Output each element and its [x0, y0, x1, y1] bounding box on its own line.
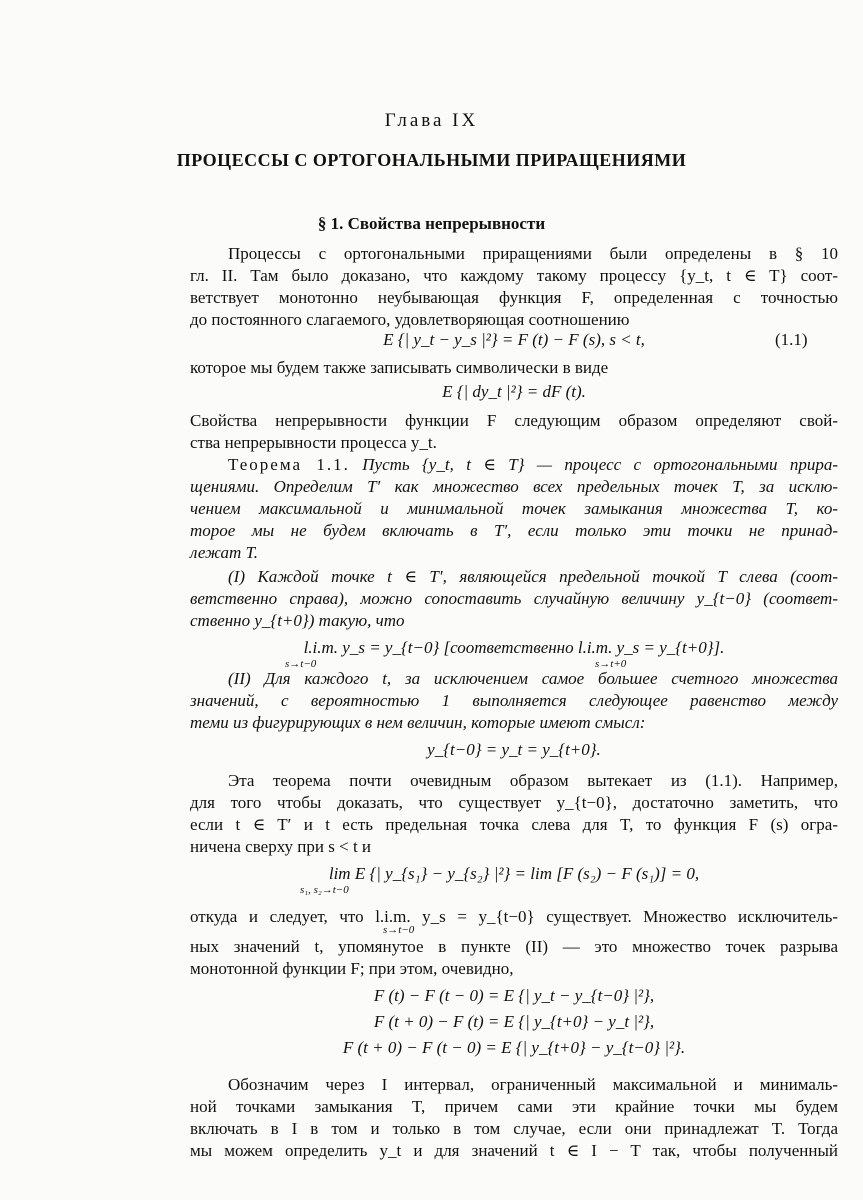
theorem-line: щениями. Определим T′ как множество всех предельных точек T, за исклю- [190, 477, 838, 496]
equation-6-b: F (t + 0) − F (t) = E {| y_{t+0} − y_t |²}, [373, 1012, 655, 1031]
theorem-line: ственно y_{t+0}) такую, что [190, 611, 405, 630]
equation-3: l.i.m. y_s = y_{t−0} [соответственно l.i.m. y_s = y_{t+0}]. [303, 638, 725, 657]
limit-subscript: s→t−0 [285, 658, 317, 670]
equation-text: E {| y_t − y_s |²} = F (t) − F (s), s < t, [383, 330, 645, 349]
equation-number: (1.1) [775, 330, 808, 349]
theorem-line: торое мы не будем включать в T′, если только эти точки не принад- [190, 521, 838, 540]
equation-1-1 [190, 330, 838, 350]
equation-4: y_{t−0} = y_t = y_{t+0}. [427, 740, 601, 759]
paragraph-line: ства непрерывности процесса y_t. [190, 433, 437, 452]
section-heading: § 1. Свойства непрерывности [317, 214, 546, 233]
paragraph-line: откуда и следует, что l.i.m. y_s = y_{t−0} существует. Множество исключитель- [190, 907, 838, 926]
theorem-heading: Теорема 1.1. [228, 455, 350, 474]
paragraph-line: ной точками замыкания T, причем сами эти крайние точки мы будем [190, 1097, 838, 1116]
theorem-line: чением максимальной и минимальной точек замыкания множества T, ко- [190, 499, 838, 518]
paragraph-line: Свойства непрерывности функции F следующим образом определяют свой- [190, 411, 838, 430]
chapter-heading: Глава IX [384, 110, 479, 131]
paragraph-line: Эта теорема почти очевидным образом вытекает из (1.1). Например, [228, 771, 838, 790]
equation-2: E {| dy_t |²} = dF (t). [442, 382, 586, 401]
limit-subscript: s₁, s₂→t−0 [300, 884, 349, 896]
paragraph-line: Процессы с ортогональными приращениями были определены в § 10 [228, 244, 838, 263]
paragraph-line: ничена сверху при s < t и [190, 837, 372, 856]
equation-6-c: F (t + 0) − F (t − 0) = E {| y_{t+0} − y_{t−0} |²}. [342, 1038, 686, 1057]
theorem-text: Пусть {y_t, t ∈ T} — процесс с ортогональными прира- [362, 455, 839, 474]
paragraph-line: до постоянного слагаемого, удовлетворяющая соотношению [190, 310, 630, 329]
theorem-line: ветственно справа), можно сопоставить случайную величину y_{t−0} (соответ- [190, 589, 838, 608]
limit-subscript: s→t−0 [383, 924, 415, 936]
paragraph-line: включать в I в том и только в том случае, если они принадлежат T. Тогда [190, 1119, 838, 1138]
theorem-line: (II) Для каждого t, за исключением самое большее счетного множества [228, 669, 838, 688]
paragraph-line: если t ∈ T′ и t есть предельная точка слева для T, то функция F (s) огра- [190, 815, 838, 834]
paragraph-line: монотонной функции F; при этом, очевидно, [190, 959, 514, 978]
paragraph-line: ных значений t, упомянутое в пункте (II) — это множество точек разрыва [190, 937, 838, 956]
paragraph-line: ветствует монотонно неубывающая функция F, определенная с точностью [190, 288, 838, 307]
theorem-line: значений, с вероятностью 1 выполняется следующее равенство между [190, 691, 838, 710]
theorem-line: лежат T. [190, 543, 259, 562]
paragraph-line: для того чтобы доказать, что существует y_{t−0}, достаточно заметить, что [190, 793, 838, 812]
equation-5: lim E {| y_{s₁} − y_{s₂} |²} = lim [F (s₂) − F (s₁)] = 0, [328, 864, 700, 883]
paragraph-line: которое мы будем также записывать символически в виде [190, 358, 609, 377]
theorem-line: теми из фигурирующих в нем величин, которые имеют смысл: [190, 713, 646, 732]
chapter-title: ПРОЦЕССЫ С ОРТОГОНАЛЬНЫМИ ПРИРАЩЕНИЯМИ [176, 150, 687, 170]
theorem-line: (I) Каждой точке t ∈ T′, являющейся предельной точкой T слева (соот- [228, 567, 838, 586]
paragraph-line: гл. II. Там было доказано, что каждому такому процессу {y_t, t ∈ T} соот- [190, 266, 838, 285]
equation-6-a: F (t) − F (t − 0) = E {| y_t − y_{t−0} |²}, [373, 986, 655, 1005]
paragraph-line: мы можем определить y_t и для значений t ∈ I − T так, чтобы полученный [190, 1141, 838, 1160]
limit-subscript: s→t+0 [595, 658, 627, 670]
theorem-line [228, 454, 838, 476]
paragraph-line: Обозначим через I интервал, ограниченный максимальной и минималь- [228, 1075, 838, 1094]
